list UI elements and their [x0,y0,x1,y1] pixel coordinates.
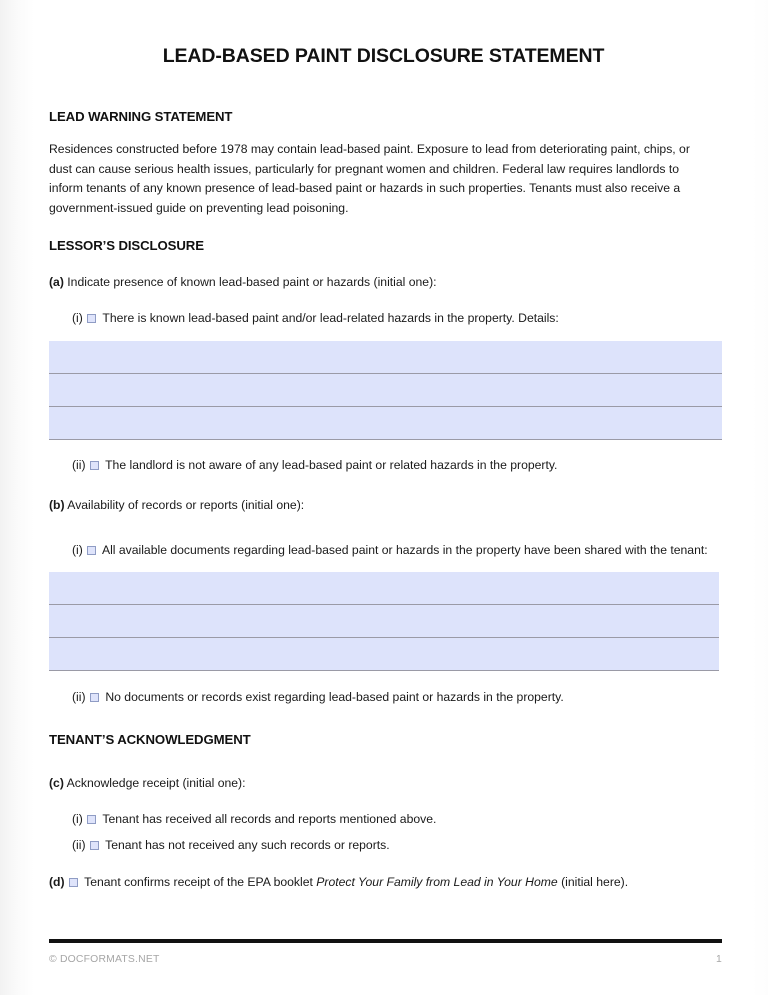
item-c-option-i-text: Tenant has received all records and reports mentioned above. [102,812,437,827]
item-c-option-ii-text: Tenant has not received any such records or reports. [105,838,390,853]
item-c-text: Acknowledge receipt (initial one): [66,776,246,791]
footer-copyright: © DOCFORMATS.NET [49,954,160,965]
item-a-option-ii[interactable] [49,456,722,474]
checkbox-icon[interactable] [87,815,96,824]
item-d-text-after: (initial here). [561,875,629,890]
checkbox-icon[interactable] [87,546,96,555]
item-b-option-ii-marker: (ii) [72,690,86,705]
lead-warning-heading: LEAD WARNING STATEMENT [49,109,233,124]
epa-booklet-title: Protect Your Family from Lead in Your Home [316,875,558,890]
tenant-acknowledgment-heading: TENANT’S ACKNOWLEDGMENT [49,732,251,748]
checkbox-icon[interactable] [87,314,96,323]
item-b-option-ii-text: No documents or records exist regarding lead-based paint or hazards in the property. [105,690,564,705]
item-c [49,774,722,792]
item-b-option-i-text: All available documents regarding lead-based paint or hazards in the property have been shared with the tenant: [101,543,708,558]
item-b-option-ii[interactable] [49,688,722,706]
item-b-marker: (b) [49,498,65,513]
item-a-option-i-marker: (i) [72,311,83,326]
item-d-text-before: Tenant confirms receipt of the EPA booklet [84,875,313,890]
item-a-option-i-text: There is known lead-based paint and/or lead-related hazards in the property. Details: [102,311,559,326]
item-a-option-ii-marker: (ii) [72,458,86,473]
checkbox-icon[interactable] [90,461,99,470]
document-title: LEAD-BASED PAINT DISCLOSURE STATEMENT [162,45,605,67]
details-field-line-1[interactable] [49,341,722,374]
item-c-option-i-marker: (i) [72,812,83,827]
item-c-option-ii-marker: (ii) [72,838,86,853]
page-footer [49,939,722,965]
item-a-option-ii-text: The landlord is not aware of any lead-based paint or related hazards in the property. [105,458,558,473]
footer-row [49,954,722,965]
lessor-disclosure-heading: LESSOR’S DISCLOSURE [49,238,204,254]
records-field-line-3[interactable] [49,638,719,671]
records-field-group[interactable] [49,572,719,671]
footer-page-number: 1 [716,954,722,965]
item-d[interactable] [49,873,722,891]
item-a-marker: (a) [49,275,64,290]
item-c-option-ii[interactable] [49,836,722,854]
item-b-text: Availability of records or reports (initial one): [67,498,305,513]
item-b-option-i-marker: (i) [72,543,83,558]
item-b-option-i[interactable] [49,541,722,559]
details-field-line-2[interactable] [49,374,722,407]
item-a-text: Indicate presence of known lead-based paint or hazards (initial one): [67,275,437,290]
footer-divider [49,939,722,943]
details-field-line-3[interactable] [49,407,722,440]
item-c-option-i[interactable] [49,810,722,828]
lead-warning-paragraph: Residences constructed before 1978 may contain lead-based paint. Exposure to lead from deteriorating paint, chips, or dust can cause serious health issues, particularly for pregnant women and children. Federal law requires landlords to inform tenants of any known presence of lead-based paint or hazards in such properties. Tenants must also receive a government-issued guide on preventing lead poisoning. [49,142,690,215]
checkbox-icon[interactable] [90,693,99,702]
checkbox-icon[interactable] [90,841,99,850]
records-field-line-2[interactable] [49,605,719,638]
item-d-marker: (d) [49,875,65,890]
item-a [49,273,722,291]
item-b [49,496,722,514]
item-a-option-i[interactable] [49,309,722,327]
details-field-group[interactable] [49,341,722,440]
checkbox-icon[interactable] [69,878,78,887]
records-field-line-1[interactable] [49,572,719,605]
item-c-marker: (c) [49,776,64,791]
